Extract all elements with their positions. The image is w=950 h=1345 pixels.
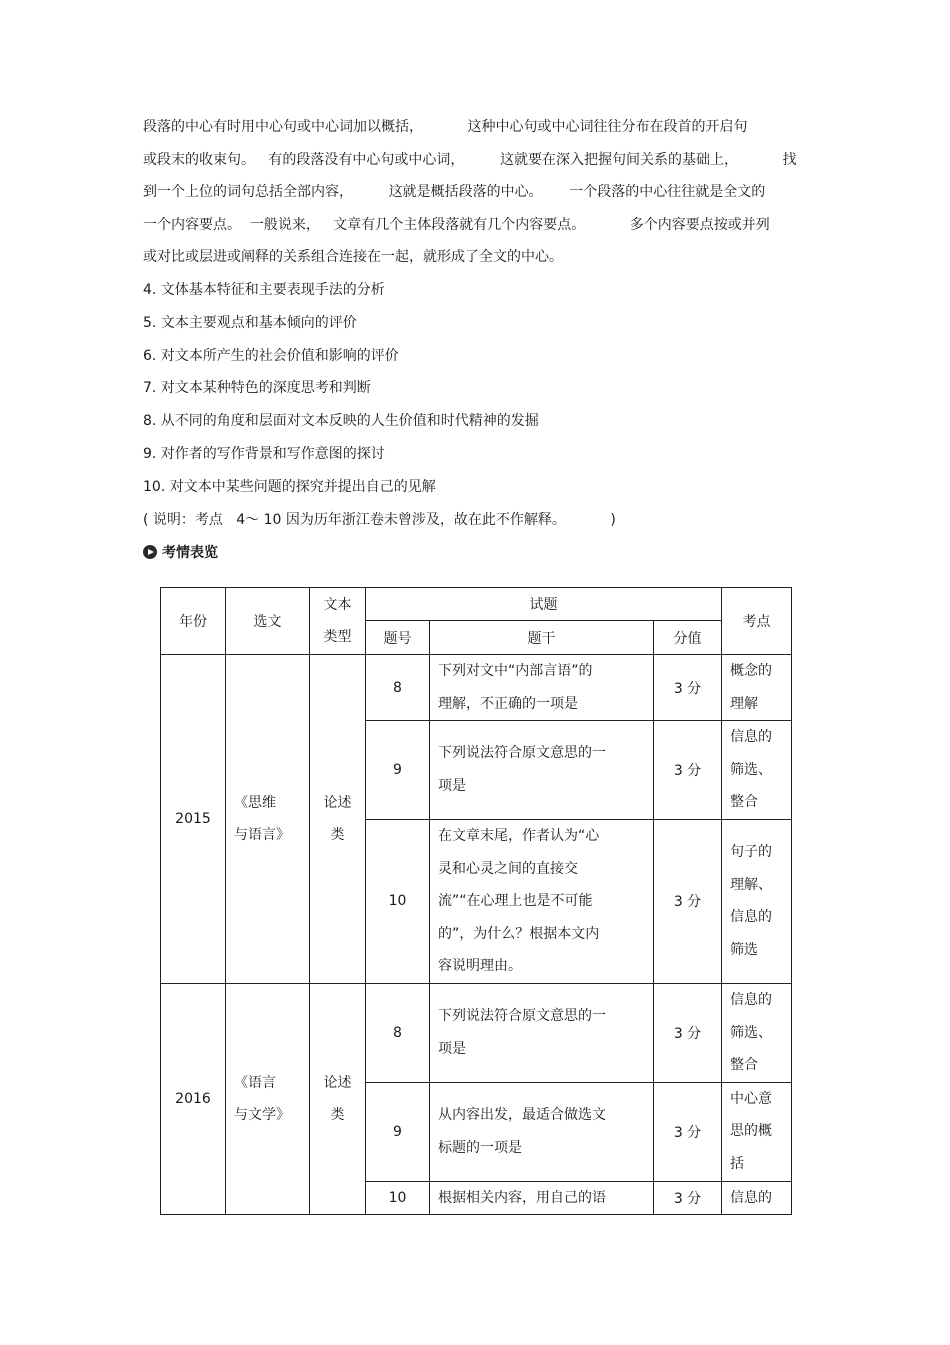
score-cell: 3 分 — [654, 721, 722, 820]
play-circle-icon — [143, 545, 157, 559]
section-title: 考情表览 — [162, 545, 218, 561]
stem-cell: 下列说法符合原文意思的一 项是 — [430, 983, 654, 1082]
year-cell: 2015 — [161, 655, 226, 984]
score-cell: 3 分 — [654, 1181, 722, 1215]
header-number: 题号 — [366, 621, 430, 655]
exam-point-cell: 句子的 理解、 信息的 筛选 — [722, 819, 792, 983]
header-text-type: 文本 类型 — [310, 588, 366, 655]
paragraph-line: 段落的中心有时用中心句或中心词加以概括， 这种中心句或中心词往往分布在段首的开启句 — [143, 119, 748, 135]
table-header-row — [161, 588, 792, 621]
text-type-cell: 论述 类 — [310, 655, 366, 984]
number-cell: 8 — [366, 655, 430, 721]
text-type-cell: 论述 类 — [310, 983, 366, 1214]
paragraph-line: 一个内容要点。 一般说来， 文章有几个主体段落就有几个内容要点。 多个内容要点按或并列 — [143, 216, 770, 233]
number-cell: 10 — [366, 1181, 430, 1215]
intro-paragraph — [143, 111, 813, 274]
number-cell: 9 — [366, 1082, 430, 1181]
list-item: 7. 对文本某种特色的深度思考和判断 — [143, 380, 371, 397]
number-cell: 9 — [366, 721, 430, 820]
list-item: 6. 对文本所产生的社会价值和影响的评价 — [143, 347, 399, 364]
table-row — [161, 655, 792, 721]
exam-point-cell: 信息的 筛选、 整合 — [722, 983, 792, 1082]
exam-overview-table — [160, 587, 792, 1215]
exam-point-cell: 信息的 — [722, 1181, 792, 1215]
list-item: 5. 文本主要观点和基本倾向的评价 — [143, 314, 357, 331]
exam-point-cell: 信息的 筛选、 整合 — [722, 721, 792, 820]
stem-cell: 在文章末尾，作者认为“心 灵和心灵之间的直接交 流”“在心理上也是不可能 的”，为什么？根据本文内 容说明理由。 — [430, 819, 654, 983]
stem-cell: 下列说法符合原文意思的一 项是 — [430, 721, 654, 820]
header-exam-point: 考点 — [722, 588, 792, 655]
list-item: 8. 从不同的角度和层面对文本反映的人生价值和时代精神的发掘 — [143, 413, 539, 430]
header-stem: 题干 — [430, 621, 654, 655]
number-cell: 10 — [366, 819, 430, 983]
header-passage: 选文 — [226, 588, 310, 655]
list-item: 4. 文体基本特征和主要表现手法的分析 — [143, 282, 385, 298]
list-item: 9. 对作者的写作背景和写作意图的探讨 — [143, 445, 385, 462]
exam-point-cell: 中心意 思的概 括 — [722, 1082, 792, 1181]
paragraph-line: 到一个上位的词句总括全部内容， 这就是概括段落的中心。 一个段落的中心往往就是全文的 — [143, 184, 766, 201]
score-cell: 3 分 — [654, 983, 722, 1082]
header-year: 年份 — [161, 588, 226, 655]
score-cell: 3 分 — [654, 655, 722, 721]
section-heading — [143, 542, 218, 562]
passage-cell: 《思维 与语言》 — [226, 655, 310, 984]
stem-cell: 从内容出发，最适合做选文 标题的一项是 — [430, 1082, 654, 1181]
stem-cell: 根据相关内容，用自己的语 — [430, 1181, 654, 1215]
header-question: 试题 — [366, 588, 722, 621]
paragraph-line: 或段末的收束句。 有的段落没有中心句或中心词， 这就要在深入把握句间关系的基础上， 找 — [143, 151, 797, 168]
exam-point-cell: 概念的 理解 — [722, 655, 792, 721]
passage-cell: 《语言 与文学》 — [226, 983, 310, 1214]
table-row — [161, 983, 792, 1082]
note-text: ( 说明：考点 4～ 10 因为历年浙江卷未曾涉及，故在此不作解释。 ) — [143, 511, 616, 528]
number-cell: 8 — [366, 983, 430, 1082]
year-cell: 2016 — [161, 983, 226, 1214]
exam-point-list — [143, 274, 813, 536]
header-score: 分值 — [654, 621, 722, 655]
stem-cell: 下列对文中“内部言语”的 理解，不正确的一项是 — [430, 655, 654, 721]
score-cell: 3 分 — [654, 1082, 722, 1181]
score-cell: 3 分 — [654, 819, 722, 983]
list-item: 10. 对文本中某些问题的探究并提出自己的见解 — [143, 478, 436, 495]
paragraph-line: 或对比或层进或阐释的关系组合连接在一起，就形成了全文的中心。 — [143, 249, 563, 266]
